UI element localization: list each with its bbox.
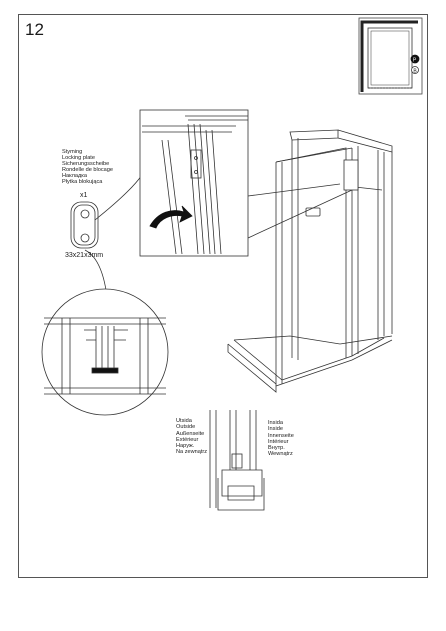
part-dimensions: 33x21x3mm bbox=[65, 252, 104, 259]
inside-label-list bbox=[268, 420, 294, 458]
part-name: Płytka blokująca bbox=[62, 179, 103, 186]
door-detail-inset bbox=[140, 110, 248, 256]
profile-magnified-circle bbox=[42, 289, 168, 415]
part-name: Rondelle de blocage bbox=[62, 167, 114, 174]
outside-label: Na zewnątrz bbox=[176, 449, 208, 456]
part-name: Locking plate bbox=[62, 155, 95, 162]
inside-label: Insida bbox=[268, 420, 283, 426]
inside-label: Inside bbox=[268, 426, 283, 433]
outside-label: Outside bbox=[176, 424, 196, 431]
part-name: Styming bbox=[62, 149, 83, 155]
locking-plate-icon bbox=[71, 202, 98, 248]
outside-label: Наруж. bbox=[176, 443, 195, 450]
inside-label: Внутр. bbox=[268, 445, 285, 452]
part-name: Накладка bbox=[62, 173, 87, 180]
profile-section-drawing bbox=[210, 410, 264, 510]
part-name: Sicherungsscheibe bbox=[62, 161, 110, 168]
outside-label: Utsida bbox=[176, 418, 192, 424]
p-marker-label: P bbox=[412, 57, 417, 64]
inside-label: Wewnątrz bbox=[268, 451, 293, 458]
inside-label: Intérieur bbox=[268, 438, 289, 445]
shower-enclosure-drawing bbox=[228, 130, 392, 392]
inside-label: Innenseite bbox=[268, 432, 294, 439]
outside-label: Außenseite bbox=[176, 430, 205, 437]
outside-label-list bbox=[176, 418, 207, 456]
part-name-list bbox=[62, 149, 113, 186]
b-marker-label: B bbox=[413, 68, 417, 75]
outside-label: Extérieur bbox=[176, 436, 199, 443]
step-number: 12 bbox=[25, 20, 44, 39]
part-quantity: x1 bbox=[80, 192, 88, 199]
